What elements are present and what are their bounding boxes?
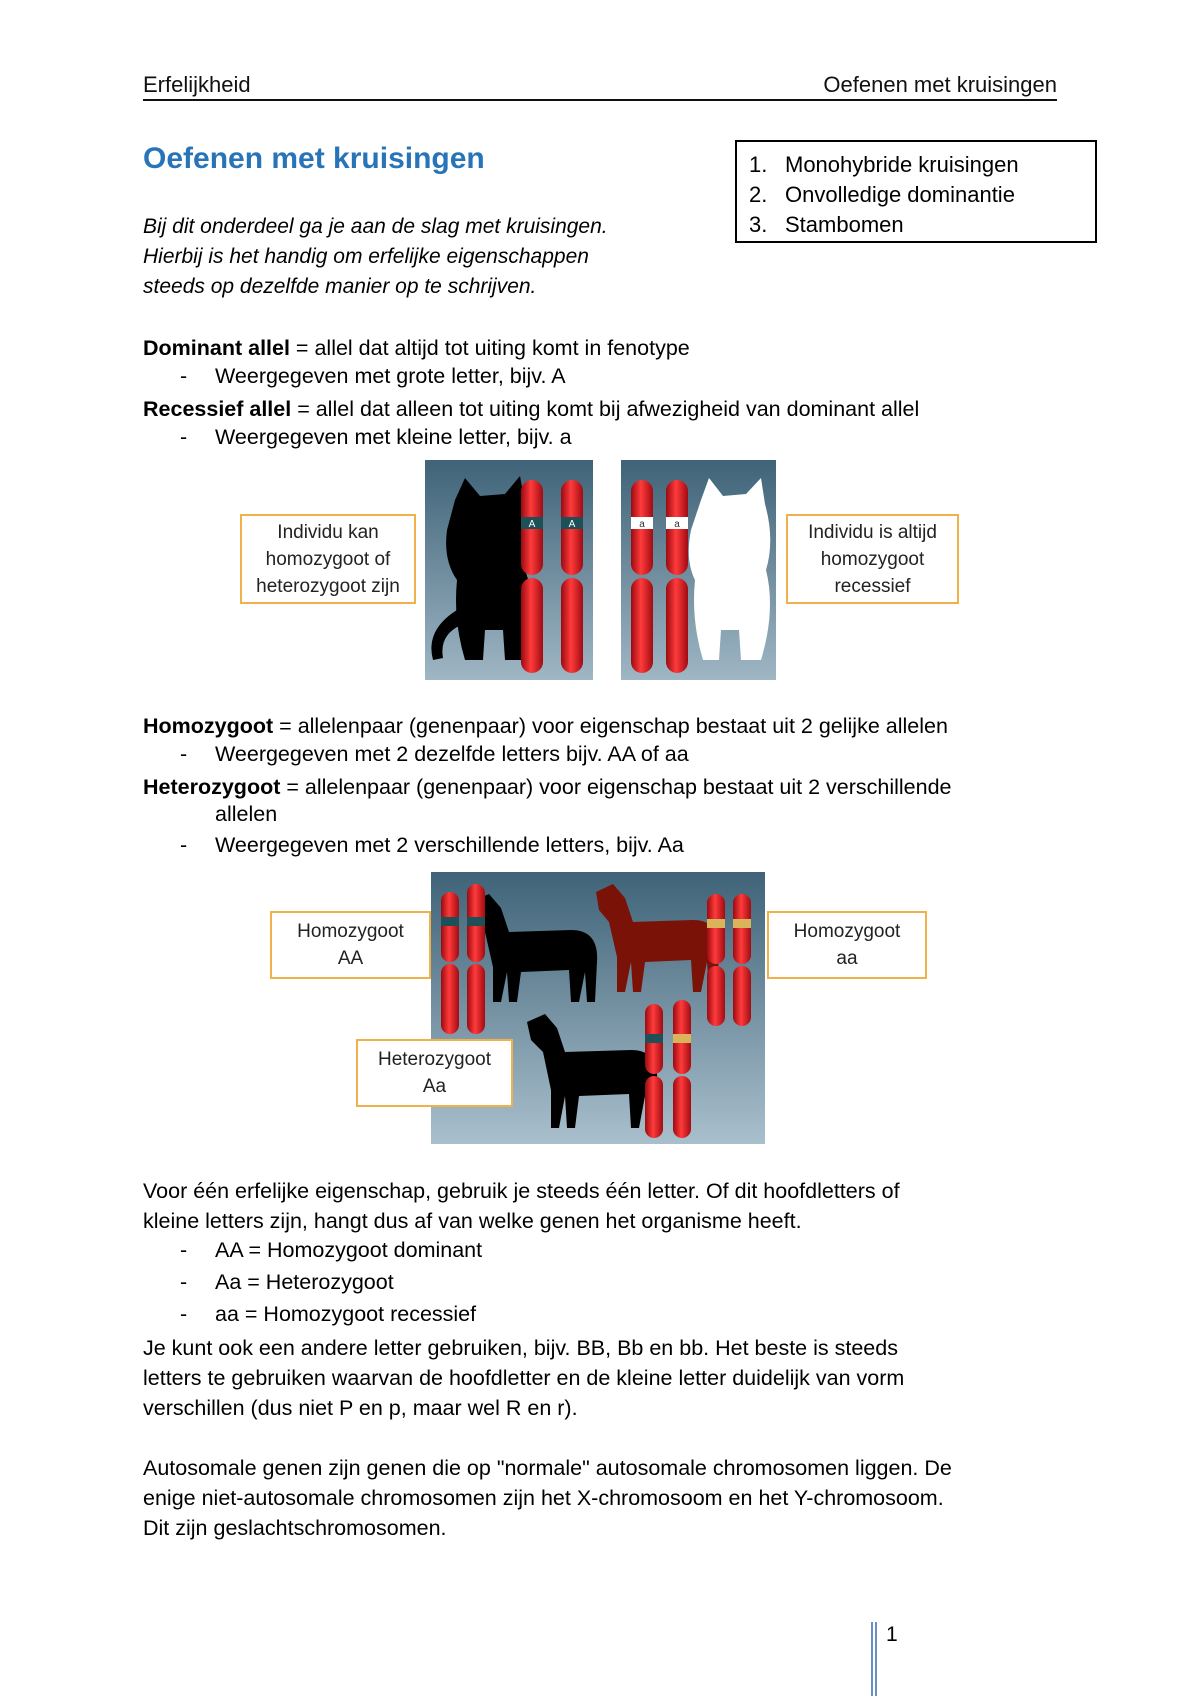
toc-item[interactable]: 1. Monohybride kruisingen <box>749 152 1019 177</box>
label-always-recessive: Individu is altijd homozygoot recessief <box>786 514 959 604</box>
autosomal-line: Autosomale genen zijn genen die op "normale" autosomale chromosomen liggen. De <box>143 1456 952 1480</box>
heterozygous-definition-cont: allelen <box>215 802 278 826</box>
dominant-bullet: Weergegeven met grote letter, bijv. A <box>215 364 566 388</box>
page-number-rule <box>875 1622 877 1696</box>
usage-bullet: aa = Homozygoot recessief <box>215 1302 477 1326</box>
usage-bullet: Aa = Heterozygoot <box>215 1270 394 1294</box>
header-section: Oefenen met kruisingen <box>823 72 1057 97</box>
heterozygous-bullet: Weergegeven met 2 verschillende letters, bijv. Aa <box>215 833 684 857</box>
bullet-dash: - <box>180 1270 188 1294</box>
bullet-dash: - <box>180 833 188 857</box>
usage-line: kleine letters zijn, hangt dus af van welke genen het organisme heeft. <box>143 1209 802 1233</box>
label-heterozygous-Aa: Heterozygoot Aa <box>356 1039 513 1107</box>
usage-bullet: AA = Homozygoot dominant <box>215 1238 483 1262</box>
page-number-rule <box>871 1622 873 1696</box>
usage-line: verschillen (dus niet P en p, maar wel R en r). <box>143 1396 578 1420</box>
homozygous-bullet: Weergegeven met 2 dezelfde letters bijv. AA of aa <box>215 742 689 766</box>
homozygous-definition: Homozygoot = allelenpaar (genenpaar) voor eigenschap bestaat uit 2 gelijke allelen <box>143 714 948 738</box>
header-chapter: Erfelijkheid <box>143 72 251 97</box>
allele-label: A <box>528 519 536 530</box>
label-homozygous-AA: Homozygoot AA <box>270 911 431 979</box>
autosomal-line: enige niet-autosomale chromosomen zijn het X-chromosoom en het Y-chromosoom. <box>143 1486 944 1510</box>
toc-item[interactable]: 2. Onvolledige dominantie <box>749 182 1015 207</box>
toc-item[interactable]: 3. Stambomen <box>749 212 904 237</box>
intro-line: Bij dit onderdeel ga je aan de slag met kruisingen. <box>143 215 608 238</box>
toc-box <box>735 140 1097 243</box>
black-cat-figure <box>425 460 593 680</box>
allele-label: a <box>674 519 680 530</box>
label-homozygous-aa: Homozygoot aa <box>767 911 927 979</box>
intro-line: steeds op dezelfde manier op te schrijven. <box>143 275 537 298</box>
recessive-definition: Recessief allel = allel dat alleen tot uiting komt bij afwezigheid van dominant allel <box>143 397 920 421</box>
header-rule <box>143 99 1057 101</box>
page-title: Oefenen met kruisingen <box>143 142 485 175</box>
bullet-dash: - <box>180 1302 188 1326</box>
usage-line: Voor één erfelijke eigenschap, gebruik je steeds één letter. Of dit hoofdletters of <box>143 1179 900 1203</box>
label-homo-or-hetero: Individu kan homozygoot of heterozygoot zijn <box>240 514 416 604</box>
bullet-dash: - <box>180 1238 188 1262</box>
page-number: 1 <box>886 1623 898 1646</box>
allele-label: a <box>639 519 645 530</box>
usage-line: letters te gebruiken waarvan de hoofdletter en de kleine letter duidelijk van vorm <box>143 1366 905 1390</box>
recessive-bullet: Weergegeven met kleine letter, bijv. a <box>215 425 572 449</box>
heterozygous-definition: Heterozygoot = allelenpaar (genenpaar) voor eigenschap bestaat uit 2 verschillende <box>143 775 952 799</box>
bullet-dash: - <box>180 364 188 388</box>
white-cat-figure <box>621 460 776 680</box>
autosomal-line: Dit zijn geslachtschromosomen. <box>143 1516 447 1540</box>
bullet-dash: - <box>180 742 188 766</box>
usage-line: Je kunt ook een andere letter gebruiken, bijv. BB, Bb en bb. Het beste is steeds <box>143 1336 898 1360</box>
allele-label: A <box>568 519 576 530</box>
bullet-dash: - <box>180 425 188 449</box>
intro-line: Hierbij is het handig om erfelijke eigenschappen <box>143 245 589 268</box>
dominant-definition: Dominant allel = allel dat altijd tot uiting komt in fenotype <box>143 336 690 360</box>
